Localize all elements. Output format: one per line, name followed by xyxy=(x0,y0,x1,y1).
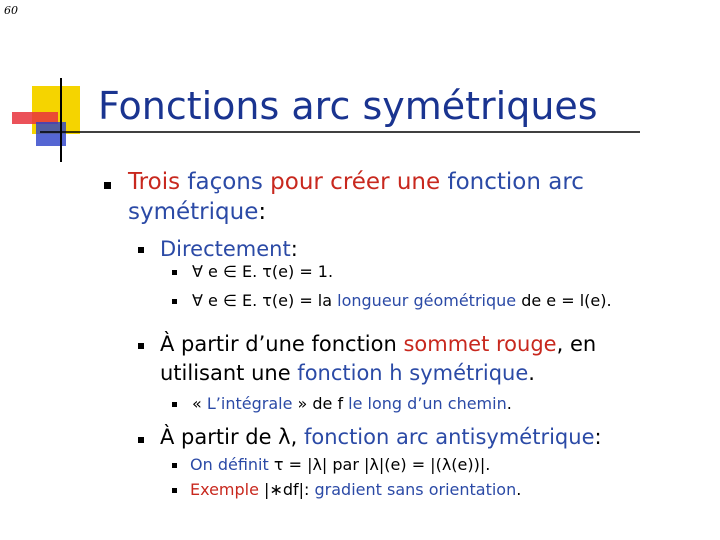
text-run: L’intégrale xyxy=(206,394,293,413)
text-run: . xyxy=(506,394,512,413)
text-run: : xyxy=(258,199,267,225)
text-run: À partir de λ, xyxy=(160,425,304,449)
slide-title: Fonctions arc symétriques xyxy=(98,84,598,128)
text-run: gradient sans orientation xyxy=(314,480,517,499)
bullet-text xyxy=(128,168,584,197)
text-run: : xyxy=(594,425,602,449)
bullet-marker xyxy=(138,247,144,253)
bullet-marker xyxy=(172,299,177,304)
bullet-text xyxy=(192,290,612,312)
text-run: On définit xyxy=(190,455,269,474)
page-number: 60 xyxy=(4,4,18,17)
bullet-text xyxy=(128,198,266,227)
text-run: Trois xyxy=(128,169,188,195)
text-run: Exemple xyxy=(190,480,259,499)
text-run: « xyxy=(192,394,207,413)
text-run: fonction h symétrique xyxy=(297,361,529,385)
bullet-marker xyxy=(172,270,177,275)
text-run: façons xyxy=(187,169,263,195)
bullet-marker xyxy=(172,402,177,407)
text-run: le long d’un chemin xyxy=(348,394,507,413)
text-run: |∗df|: xyxy=(258,480,315,499)
bullet-marker xyxy=(104,182,111,189)
text-run: fonction arc xyxy=(447,169,584,195)
text-run: . xyxy=(528,361,535,385)
text-run: pour créer une xyxy=(262,169,448,195)
bullet-text: ∀ e ∈ E. τ(e) = 1. xyxy=(192,262,334,281)
bullet-text xyxy=(160,423,602,452)
bullet-text xyxy=(160,359,535,388)
text-run: ∀ e ∈ E. τ(e) = la xyxy=(192,291,338,310)
text-run: sommet rouge xyxy=(403,332,557,356)
bullet-marker xyxy=(138,437,144,443)
bullet-text xyxy=(190,454,490,476)
text-run: longueur géométrique xyxy=(337,291,517,310)
text-run: fonction arc antisymétrique xyxy=(303,425,595,449)
text-run: , en xyxy=(556,332,597,356)
text-run: de e = l(e). xyxy=(516,291,612,310)
bullet-marker xyxy=(138,343,144,349)
text-run: » de f xyxy=(292,394,349,413)
text-run: Directement xyxy=(160,237,291,261)
text-run: À partir d’une fonction xyxy=(160,332,404,356)
text-run: utilisant une xyxy=(160,361,298,385)
bullet-text xyxy=(190,479,521,501)
bullet-marker xyxy=(172,463,177,468)
text-run: τ = |λ| par |λ|(e) = |(λ(e))|. xyxy=(268,455,491,474)
text-run: . xyxy=(516,480,522,499)
bullet-marker xyxy=(172,488,177,493)
text-run: : xyxy=(290,237,298,261)
text-run: symétrique xyxy=(128,199,259,225)
bullet-text xyxy=(160,330,596,359)
bullet-text xyxy=(160,235,298,264)
bullet-text xyxy=(192,393,512,415)
